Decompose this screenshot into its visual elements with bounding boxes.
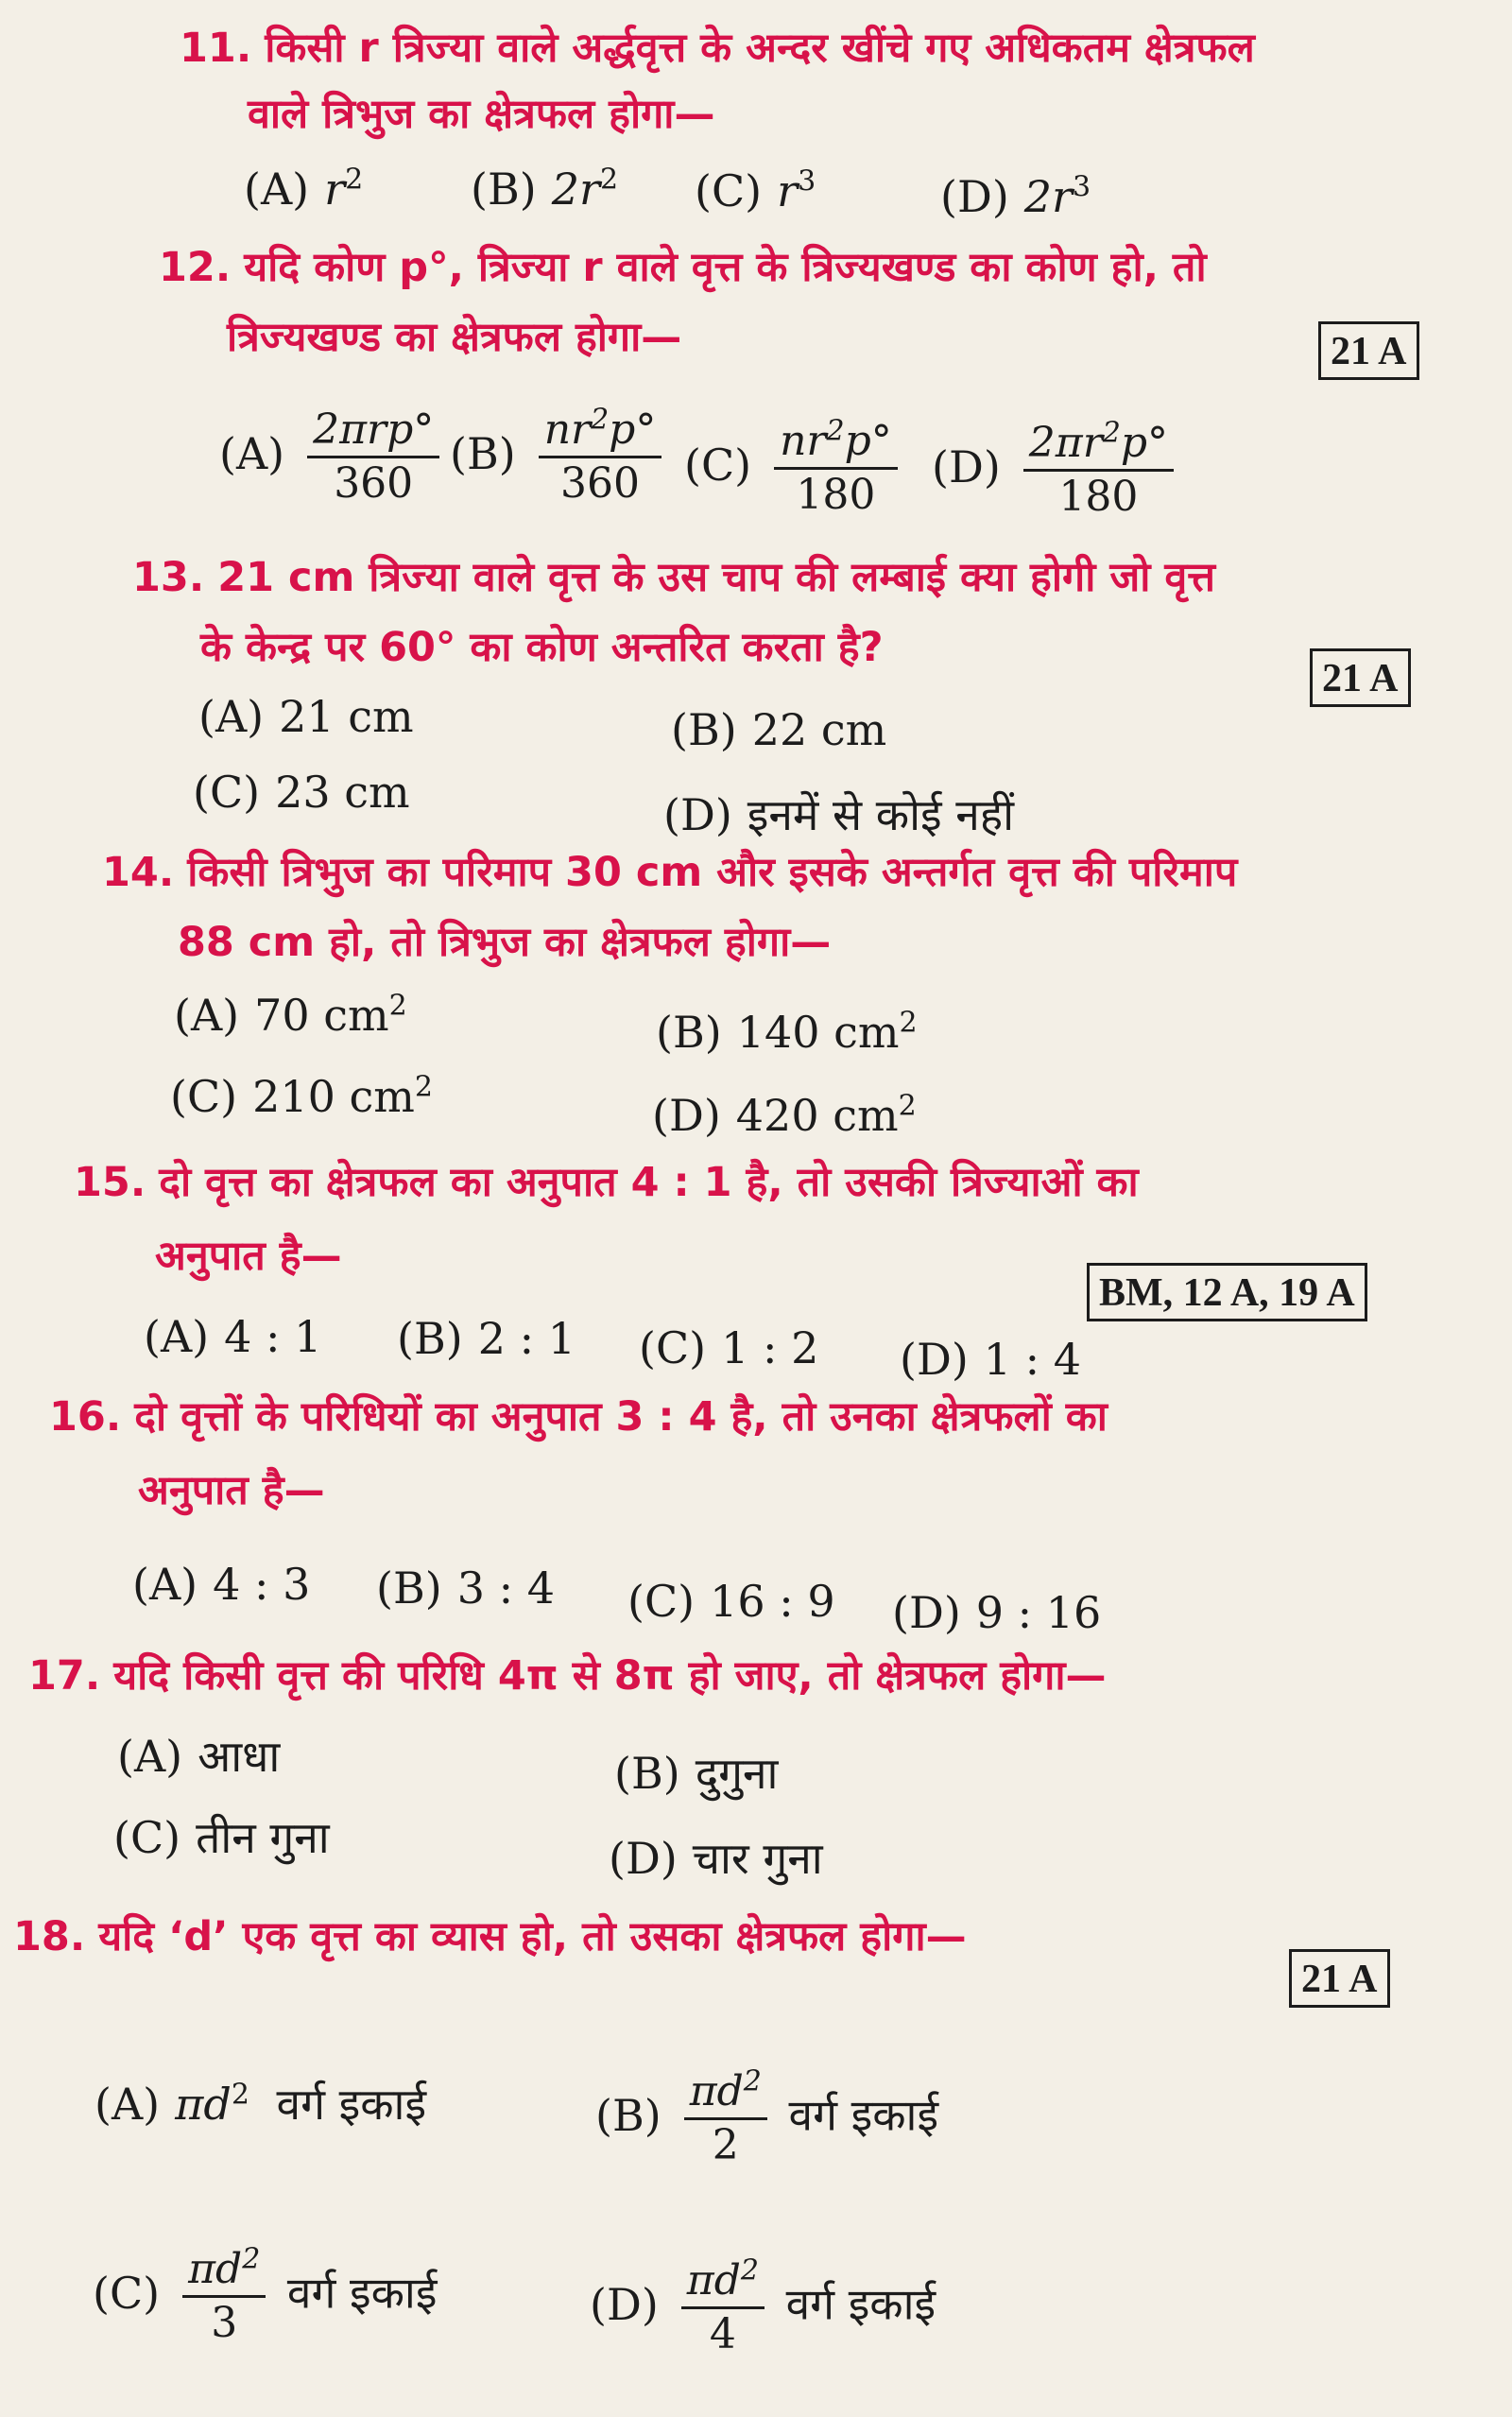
option-label: (A) <box>144 1311 210 1362</box>
option-15-b <box>397 1310 576 1367</box>
option-text: दुगुना <box>695 1748 779 1799</box>
question-13 <box>132 541 1215 614</box>
option-label: (B) <box>397 1313 463 1364</box>
option-text: r <box>777 165 799 216</box>
option-label: (B) <box>656 1007 722 1058</box>
option-14-c <box>170 1068 433 1125</box>
option-text: 2 : 1 <box>477 1313 576 1364</box>
option-label: (B) <box>671 704 737 755</box>
num-base: πd <box>686 2256 741 2305</box>
option-text: 210 cm <box>252 1071 415 1122</box>
option-exponent: 2 <box>898 1089 917 1123</box>
question-number: 16. <box>49 1393 122 1441</box>
option-text: 1 : 4 <box>983 1334 1082 1385</box>
question-number: 18. <box>13 1913 86 1960</box>
option-18-a <box>94 2076 426 2132</box>
option-13-c <box>193 764 410 820</box>
fraction-numerator <box>1023 418 1174 469</box>
option-14-a <box>174 987 407 1044</box>
option-label: (D) <box>609 1833 678 1884</box>
option-label: (C) <box>695 165 763 216</box>
fraction-denominator: 180 <box>796 471 876 519</box>
option-label: (D) <box>932 440 1001 492</box>
question-text-line1: 21 cm त्रिज्या वाले वृत्त के उस चाप की लम्बाई क्या होगी जो वृत्त <box>217 554 1215 601</box>
num-base: nr <box>543 406 592 454</box>
fraction-denominator: 360 <box>560 459 641 508</box>
num-exponent: 2 <box>591 403 610 437</box>
fraction <box>182 2244 266 2349</box>
fraction <box>774 416 898 521</box>
question-16-line2: अनुपात है— <box>138 1467 325 1514</box>
option-exponent: 3 <box>1073 170 1091 204</box>
option-label: (D) <box>652 1090 721 1141</box>
option-text: 23 cm <box>275 767 410 818</box>
option-text: इनमें से कोई नहीं <box>747 789 1015 840</box>
option-label: (B) <box>450 427 516 479</box>
fraction-numerator <box>774 416 898 467</box>
fraction-denominator: 2 <box>712 2121 739 2169</box>
num-base: nr <box>780 417 827 465</box>
fraction <box>1023 418 1174 523</box>
option-exponent: 2 <box>388 989 407 1023</box>
question-text-line1: यदि किसी वृत्त की परिधि 4π से 8π हो जाए, तो क्षेत्रफल होगा— <box>113 1652 1107 1700</box>
num-exponent: 2 <box>826 414 845 448</box>
option-label: (D) <box>663 789 732 840</box>
question-15 <box>74 1146 1139 1219</box>
option-15-c <box>639 1320 818 1376</box>
option-label: (D) <box>940 171 1009 222</box>
option-label: (C) <box>93 2267 161 2319</box>
fraction-numerator: 2πrp° <box>313 406 435 454</box>
num-tail: p° <box>844 417 892 465</box>
option-text: आधा <box>198 1731 281 1782</box>
option-14-b <box>656 1004 918 1061</box>
option-label: (D) <box>892 1587 961 1638</box>
option-18-d <box>590 2255 936 2360</box>
option-text: πd <box>175 2079 232 2130</box>
option-text: 4 : 1 <box>224 1311 322 1362</box>
question-number: 14. <box>102 849 175 896</box>
fraction-numerator <box>539 405 662 456</box>
num-exponent: 2 <box>740 2253 759 2288</box>
option-14-d <box>652 1087 917 1144</box>
fraction-denominator: 360 <box>334 459 414 508</box>
option-18-c <box>93 2244 437 2349</box>
option-text: 21 cm <box>279 691 414 742</box>
option-exponent: 2 <box>414 1070 433 1104</box>
question-text-line1: दो वृत्तों के परिधियों का अनुपात 3 : 4 है, तो उनका क्षेत्रफलों का <box>134 1393 1108 1441</box>
option-text: 2r <box>551 164 600 215</box>
exam-badge: 21 A <box>1310 648 1411 707</box>
option-17-a <box>117 1728 280 1785</box>
question-14 <box>102 836 1237 909</box>
question-number: 11. <box>180 25 252 72</box>
option-label: (B) <box>376 1562 442 1614</box>
option-13-a <box>198 688 414 745</box>
option-label: (A) <box>94 2079 161 2130</box>
option-18-b <box>595 2066 938 2171</box>
question-11 <box>180 11 1255 85</box>
option-13-b <box>671 701 886 758</box>
num-tail: p° <box>609 406 657 454</box>
option-11-a <box>244 161 363 217</box>
question-17 <box>28 1639 1107 1713</box>
option-13-d <box>663 786 1014 843</box>
option-16-d <box>892 1584 1101 1641</box>
option-label: (C) <box>639 1322 707 1373</box>
option-12-b <box>450 405 669 509</box>
exam-badge: BM, 12 A, 19 A <box>1087 1263 1367 1321</box>
question-text-line1: किसी r त्रिज्या वाले अर्द्धवृत्त के अन्दर खींचे गए अधिकतम क्षेत्रफल <box>265 25 1255 72</box>
option-11-c <box>695 163 816 219</box>
option-label: (A) <box>132 1559 198 1610</box>
option-label: (D) <box>590 2278 659 2330</box>
fraction-denominator: 3 <box>211 2299 238 2347</box>
option-16-a <box>132 1556 310 1613</box>
option-unit: वर्ग इकाई <box>286 2267 438 2319</box>
option-11-d <box>940 168 1091 225</box>
question-number: 17. <box>28 1652 101 1700</box>
question-text-line1: यदि कोण p°, त्रिज्या r वाले वृत्त के त्रिज्यखण्ड का कोण हो, तो <box>244 244 1207 291</box>
option-label: (B) <box>595 2089 662 2141</box>
option-17-c <box>113 1809 330 1866</box>
option-text: 3 : 4 <box>456 1562 555 1614</box>
option-12-a <box>219 405 447 509</box>
num-exponent: 2 <box>743 2064 762 2098</box>
fraction-numerator <box>684 2066 767 2117</box>
option-label: (A) <box>174 990 240 1041</box>
option-label: (A) <box>219 427 285 479</box>
option-unit: वर्ग इकाई <box>788 2089 939 2141</box>
option-11-b <box>471 161 618 217</box>
option-exponent: 2 <box>899 1006 918 1040</box>
option-16-c <box>627 1573 835 1630</box>
option-label: (C) <box>113 1812 181 1863</box>
option-15-d <box>900 1331 1081 1388</box>
fraction-denominator: 180 <box>1058 473 1139 521</box>
option-label: (A) <box>198 691 265 742</box>
option-exponent: 2 <box>599 163 619 197</box>
question-text-line1: किसी त्रिभुज का परिमाप 30 cm और इसके अन्तर्गत वृत्त की परिमाप <box>187 849 1238 896</box>
num-base: πd <box>689 2067 744 2115</box>
option-exponent: 3 <box>798 164 816 199</box>
option-17-b <box>614 1745 778 1802</box>
option-text: r <box>324 164 346 215</box>
fraction-numerator <box>182 2244 266 2295</box>
option-unit: वर्ग इकाई <box>785 2278 936 2330</box>
exam-badge: 21 A <box>1289 1949 1390 2008</box>
option-text: 9 : 16 <box>975 1587 1102 1638</box>
option-text: 2r <box>1023 171 1074 222</box>
question-number: 13. <box>132 554 205 601</box>
question-number: 15. <box>74 1159 146 1206</box>
question-16 <box>49 1380 1108 1454</box>
option-label: (C) <box>627 1576 696 1627</box>
question-14-line2: 88 cm हो, तो त्रिभुज का क्षेत्रफल होगा— <box>178 919 832 966</box>
option-exponent: 2 <box>231 2078 249 2112</box>
fraction-denominator: 4 <box>709 2310 736 2358</box>
question-12 <box>159 231 1207 304</box>
option-12-d <box>932 418 1181 523</box>
option-label: (A) <box>117 1731 183 1782</box>
fraction <box>684 2066 767 2171</box>
option-15-a <box>144 1308 321 1365</box>
option-17-d <box>609 1830 823 1887</box>
option-label: (B) <box>471 164 537 215</box>
question-text-line1: दो वृत्त का क्षेत्रफल का अनुपात 4 : 1 है, तो उसकी त्रिज्याओं का <box>159 1159 1139 1206</box>
fraction <box>307 405 439 509</box>
option-label: (D) <box>900 1334 969 1385</box>
option-text: 70 cm <box>254 990 389 1041</box>
option-text: 420 cm <box>735 1090 899 1141</box>
fraction-numerator <box>681 2255 765 2306</box>
option-unit: वर्ग इकाई <box>276 2079 427 2130</box>
option-text: 22 cm <box>751 704 887 755</box>
num-base: πd <box>188 2245 243 2293</box>
question-13-line2: के केन्द्र पर 60° का कोण अन्तरित करता है? <box>200 624 884 671</box>
option-text: चार गुना <box>692 1833 823 1884</box>
option-text: 140 cm <box>736 1007 900 1058</box>
option-exponent: 2 <box>345 163 364 197</box>
option-label: (B) <box>614 1748 680 1799</box>
option-12-c <box>684 416 905 521</box>
option-text: 1 : 2 <box>721 1322 819 1373</box>
question-15-line2: अनुपात है— <box>155 1233 342 1280</box>
question-11-line2: वाले त्रिभुज का क्षेत्रफल होगा— <box>248 91 715 138</box>
exam-badge: 21 A <box>1318 321 1419 380</box>
option-16-b <box>376 1560 555 1616</box>
question-number: 12. <box>159 244 232 291</box>
num-tail: p° <box>1120 419 1168 467</box>
option-text: 4 : 3 <box>213 1559 311 1610</box>
option-label: (C) <box>193 767 261 818</box>
num-exponent: 2 <box>1102 416 1121 450</box>
option-label: (C) <box>170 1071 238 1122</box>
fraction <box>539 405 662 509</box>
question-18 <box>13 1900 967 1974</box>
option-label: (C) <box>684 439 752 491</box>
question-text-line1: यदि ‘d’ एक वृत्त का व्यास हो, तो उसका क्षेत्रफल होगा— <box>98 1913 967 1960</box>
question-12-line2: त्रिज्यखण्ड का क्षेत्रफल होगा— <box>227 314 682 361</box>
option-text: तीन गुना <box>196 1812 330 1863</box>
fraction <box>681 2255 765 2360</box>
option-label: (A) <box>244 164 310 215</box>
num-exponent: 2 <box>242 2242 261 2276</box>
num-base: 2πr <box>1028 419 1103 467</box>
option-text: 16 : 9 <box>710 1576 835 1627</box>
